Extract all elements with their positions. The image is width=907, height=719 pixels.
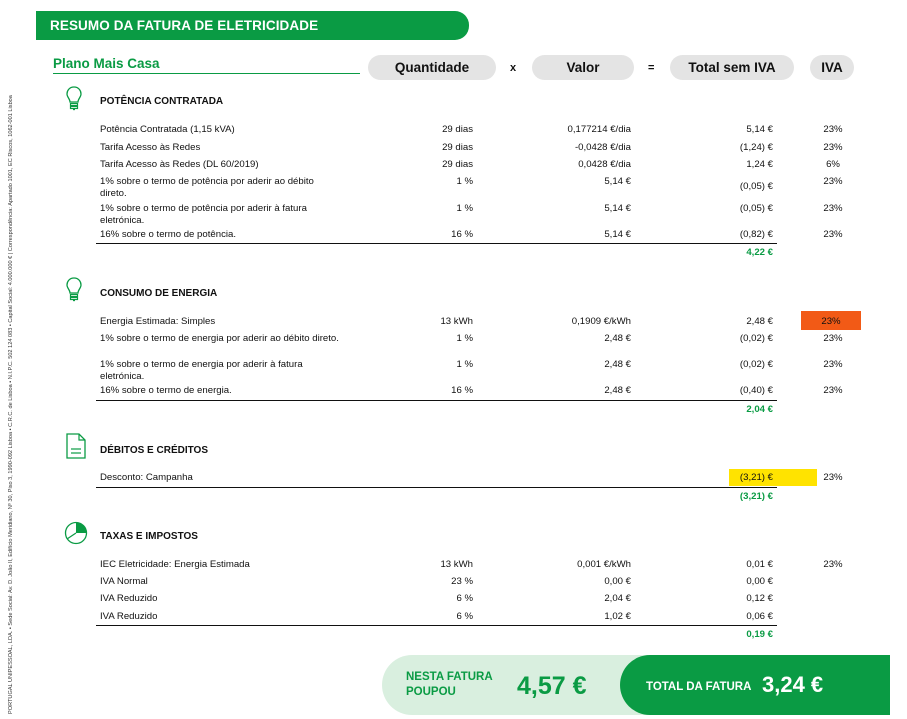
table-row [0,203,907,226]
row-unit-value: 0,1909 €/kWh [571,316,631,327]
row-vat: 23% [823,385,843,396]
row-description: 1% sobre o termo de potência por aderir ao débito direto. [100,176,314,199]
row-vat: 23% [823,359,843,370]
row-total: (0,05) € [739,181,773,192]
row-quantity: 13 kWh [440,316,473,327]
row-total: 1,24 € [746,159,773,170]
savings-label: NESTA FATURA POUPOU [406,671,493,698]
table-row [0,229,907,243]
row-description: Tarifa Acesso às Redes (DL 60/2019) [100,159,259,170]
table-row [0,593,907,607]
section-subtotal-debitos: (3,21) € [739,491,773,502]
row-unit-value: 5,14 € [604,203,631,214]
row-quantity: 6 % [456,611,473,622]
table-row [0,359,907,382]
row-description: IVA Normal [100,576,148,587]
row-description: 1% sobre o termo de potência por aderir à fatura eletrónica. [100,203,307,226]
invoice-total-label: TOTAL DA FATURA [646,681,752,693]
column-header-quantidade: Quantidade [368,55,496,80]
row-unit-value: 2,48 € [604,385,631,396]
row-total: (0,40) € [739,385,773,396]
invoice-total-value: 3,24 € [762,672,824,697]
row-total: 0,06 € [746,611,773,622]
row-unit-value: 2,48 € [604,333,631,344]
row-total: (0,05) € [739,203,773,214]
row-vat: 23% [823,333,843,344]
row-unit-value: 0,0428 €/dia [578,159,631,170]
table-row [0,159,907,173]
row-unit-value: 2,48 € [604,359,631,370]
row-quantity: 16 % [451,229,473,240]
row-quantity: 29 dias [442,159,473,170]
section-divider [96,243,777,244]
savings-value: 4,57 € [517,672,587,700]
section-title-taxas: TAXAS E IMPOSTOS [100,531,198,542]
multiply-operator: x [510,62,517,74]
table-row [0,142,907,156]
lightbulb-icon [66,277,82,303]
equals-operator: = [648,62,655,74]
table-row [0,559,907,573]
table-row [0,333,907,347]
row-unit-value: 0,001 €/kWh [577,559,631,570]
row-description: Desconto: Campanha [100,472,193,483]
column-header-total-sem-iva: Total sem IVA [670,55,794,80]
row-description: Tarifa Acesso às Redes [100,142,201,153]
row-total: (0,82) € [739,229,773,240]
plan-name: Plano Mais Casa [53,56,360,74]
row-description: 1% sobre o termo de energia por aderir ao débito direto. [100,333,339,344]
row-vat: 6% [826,159,840,170]
table-row [0,611,907,625]
section-subtotal-potencia: 4,22 € [746,247,773,258]
row-unit-value: 1,02 € [604,611,631,622]
row-total: 2,48 € [746,316,773,327]
invoice-summary-banner: RESUMO DA FATURA DE ELETRICIDADE [36,11,469,40]
row-vat: 23% [823,559,843,570]
row-description: 16% sobre o termo de energia. [100,385,232,396]
legal-side-text: PORTUGAL UNIPESSOAL, LDA. • Sede Social: Av. D. João II, Edifício Meridiano, Nº 30, Piso 3, 1990-092 Lisboa • C.R.C. de Lisboa • N.I.P.C. 502 124 083 • Capital Social: 4.000.000 € | Correspondência: Apartado 1001, EC Riscos, 1062-001 Lisboa [8,95,14,714]
row-vat: 23% [821,316,841,327]
row-quantity: 16 % [451,385,473,396]
section-title-consumo: CONSUMO DE ENERGIA [100,288,218,299]
row-vat: 23% [823,176,843,187]
row-total: (0,02) € [739,359,773,370]
row-total: 5,14 € [746,124,773,135]
row-description: IEC Eletricidade: Energia Estimada [100,559,250,570]
row-quantity: 1 % [456,176,473,187]
section-divider [96,625,777,626]
table-row [0,472,907,486]
row-vat: 23% [823,472,843,483]
document-icon [66,433,86,459]
row-unit-value: -0,0428 €/dia [574,142,631,153]
row-total: (3,21) € [739,472,773,483]
row-description: Potência Contratada (1,15 kVA) [100,124,235,135]
table-row [0,576,907,590]
row-quantity: 1 % [456,359,473,370]
row-vat: 23% [823,142,843,153]
section-title-debitos: DÉBITOS E CRÉDITOS [100,445,208,456]
column-header-iva: IVA [810,55,854,80]
section-subtotal-consumo: 2,04 € [746,404,773,415]
row-vat: 23% [823,124,843,135]
pie-chart-icon [64,521,88,545]
section-divider [96,487,777,488]
row-total: 0,00 € [746,576,773,587]
row-unit-value: 0,00 € [604,576,631,587]
row-description: Energia Estimada: Simples [100,316,216,327]
table-row [0,316,907,330]
row-quantity: 13 kWh [440,559,473,570]
section-subtotal-taxas: 0,19 € [746,629,773,640]
row-total: (0,02) € [739,333,773,344]
table-row [0,124,907,138]
column-header-valor: Valor [532,55,634,80]
row-quantity: 6 % [456,593,473,604]
lightbulb-icon [66,86,82,112]
row-quantity: 29 dias [442,142,473,153]
row-description: 1% sobre o termo de energia por aderir à fatura eletrónica. [100,359,303,382]
table-row [0,385,907,399]
row-description: 16% sobre o termo de potência. [100,229,236,240]
row-vat: 23% [823,203,843,214]
row-total: 0,12 € [746,593,773,604]
row-quantity: 1 % [456,333,473,344]
row-unit-value: 5,14 € [604,229,631,240]
section-divider [96,400,777,401]
row-unit-value: 0,177214 €/dia [567,124,631,135]
section-title-potencia: POTÊNCIA CONTRATADA [100,96,224,107]
row-unit-value: 2,04 € [604,593,631,604]
row-quantity: 1 % [456,203,473,214]
row-description: IVA Reduzido [100,593,158,604]
row-vat: 23% [823,229,843,240]
row-quantity: 23 % [451,576,473,587]
row-quantity: 29 dias [442,124,473,135]
row-total: 0,01 € [746,559,773,570]
table-row [0,176,907,199]
row-unit-value: 5,14 € [604,176,631,187]
row-description: IVA Reduzido [100,611,158,622]
row-total: (1,24) € [739,142,773,153]
